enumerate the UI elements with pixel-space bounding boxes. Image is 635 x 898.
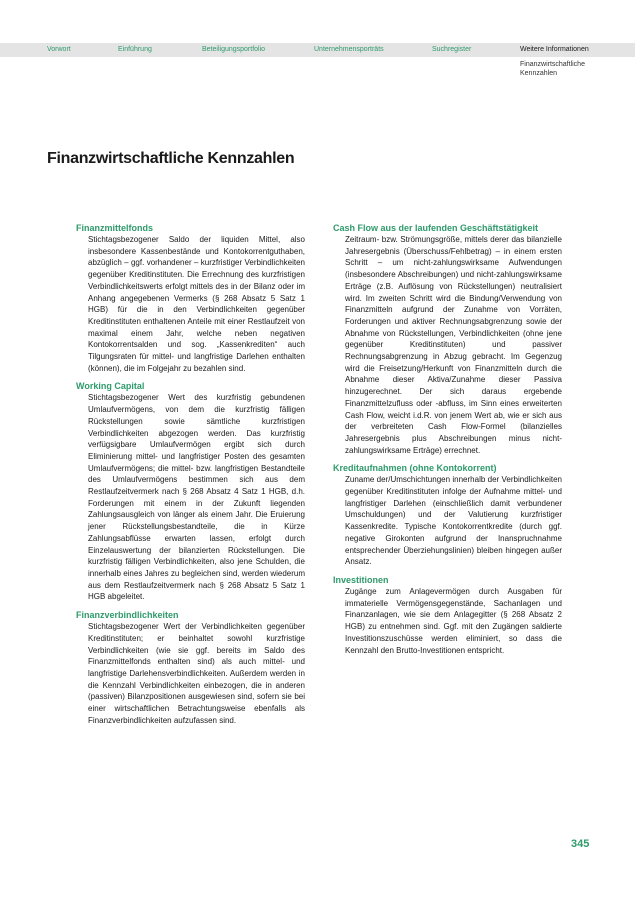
section-body: Stichtagsbezogener Wert des kurzfristig gebundenen Umlaufvermögens, von dem die kurzfristig fälligen Rückstellungen sowie sämtliche kurzfristigen Verbindlichkeiten abgezogen werden. Das kurzfristig verfügsigbare Umlaufvermögen ergibt sich durch Eliminierung mittel- und langfristiger Posten des gesamten Umlaufvermögens; die mittel- bzw. langfristigen Bestandteile des Umlaufvermögens bestimmen sich aus dem Restlaufzeitvermerk nach § 268 Absatz 4 Satz 1 HGB, d.h. Forderungen mit einem in der Zukunft liegenden Zahlungsausgleich von länger als einem Jahr. Die Eruierung jener Rückstellungsbestandteile, die in Kürze Zahlungsabflüsse erwarten lassen, erfolgt durch Einzelauswertung der bilanzierten Rückstellungen. Die kurzfristig fälligen Verbindlichkeiten, also jene Schulden, die innerhalb eines Jahres zu begleichen sind, werden wiederum aus dem Restlaufzeitvermerk nach § 268 Absatz 5 Satz 1 HGB abgeleitet. (88, 393, 305, 602)
section-heading: Kreditaufnahmen (ohne Kontokorrent) (333, 463, 497, 474)
left-column (76, 222, 305, 732)
nav-subsection-line-2: Kennzahlen (520, 70, 557, 77)
top-navigation-bar (0, 43, 635, 57)
section-body: Zuname der/Umschichtungen innerhalb der Verbindlichkeiten gegenüber Kreditinstituten infolge der Aufnahme mittel- und langfristiger Darlehen (einschließlich damit verbundener Umschuldungen) und der Valutierung kurzfristiger Kassenkredite. Typische Kontokorrentkredite (durch ggf. negative Girokonten aufgrund der Inanspruchnahme entsprechender Überziehungslinien) bleiben hingegen außer Ansatz. (345, 475, 562, 567)
nav-subsection (520, 60, 630, 78)
section-heading: Working Capital (76, 381, 145, 392)
nav-subsection-line-1: Finanzwirtschaftliche (520, 61, 585, 68)
section-body: Stichtagsbezogener Saldo der liquiden Mittel, also insbesondere Kassenbestände und Kontokorrentguthaben, abzüglich – ggf. vorhandener – kurzfristiger Verbindlichkeiten gegenüber Kreditinstituten. Die Errechnung des kurzfristigen Verbindlichkeitswerts erfolgt mittels des in der Bilanz oder im Anhang angegebenen Vermerks (§ 268 Absatz 5 Satz 1 HGB) für die in den Verbindlichkeiten gegenüber Kreditinstituten enthaltenen Anteile mit einer Restlaufzeit von maximal einem Jahr, welche neben negativen Kontokorrentsalden und sog. „Kassenkrediten“ auch Tilgungsraten für mittel- und langfristige Darlehen enthalten (können), die im Folgejahr zu bezahlen sind. (88, 235, 305, 373)
section-kreditaufnahmen (333, 462, 562, 568)
nav-item-suchregister[interactable]: Suchregister (432, 46, 472, 53)
section-cash-flow (333, 222, 562, 456)
nav-item-beteiligungsportfolio[interactable]: Beteiligungsportfolio (202, 46, 266, 53)
section-heading: Investitionen (333, 574, 389, 585)
section-finanzverbindlichkeiten (76, 609, 305, 726)
page-title: Finanzwirtschaftliche Kennzahlen (47, 150, 295, 167)
nav-item-unternehmensportraets[interactable]: Unternehmensporträts (314, 46, 384, 53)
section-heading: Cash Flow aus der laufenden Geschäftstätigkeit (333, 223, 539, 233)
section-working-capital (76, 380, 305, 603)
nav-item-vorwort[interactable]: Vorwort (47, 46, 71, 53)
nav-item-einfuehrung[interactable]: Einführung (118, 46, 152, 53)
section-body: Zeitraum- bzw. Strömungsgröße, mittels derer das bilanzielle Jahresergebnis (Überschuss/Fehlbetrag) – in einem ersten Schritt – um nicht-zahlungswirksame Aufwendungen (insbesondere Abschreibungen) und nicht-zahlungswirksame Erträge (z.B. Auflösung von Rückstellungen) neutralisiert wird. Im zweiten Schritt wird die Bindung/Verwendung von Finanzmitteln aufgrund der Zunahme von Vorräten, Forderungen und aktiver Rechnungsabgrenzung sowie der Abnahme von Rückstellungen, Verbindlichkeiten (ohne jene gegenüber Kreditinstituten) und passiver Rechnungsabgrenzung in Abzug gebracht. Im Gegenzug wird die Freisetzung/Herkunft von Finanzmitteln durch die Abnahme dieser Aktiva/Zunahme dieser Passiva hinzugerechnet. Der sich daraus ergebende Finanzmittelzufluss oder -abfluss, im Sinn eines erweiterten Cash Flow, weicht i.d.R. von jenem Wert ab, wie er sich aus der verbreiteten Cash Flow-Formel (bilanzielles Jahresergebnis plus Abschreibungen minus nicht-zahlungswirksame Erträge) errechnet. (345, 235, 562, 455)
section-investitionen (333, 574, 562, 656)
right-column (333, 222, 562, 662)
section-body: Stichtagsbezogener Wert der Verbindlichkeiten gegenüber Kreditinstituten; er beinhaltet sowohl kurzfristige Verbindlichkeiten (wie sie ggf. bereits im Saldo des Finanzmittelfonds enthalten sind) als auch mittel- und langfristige Darlehensverbindlichkeiten. Außerdem werden in die Kennzahl Verbindlichkeiten einbezogen, die in anderen (passiven) Bilanzpositionen ausgewiesen sind, sofern sie bei einer wirtschaftlichen Betrachtungsweise ebenfalls als Finanzverbindlichkeiten aufzufassen sind. (88, 622, 305, 725)
section-heading: Finanzmittelfonds (76, 223, 153, 233)
section-finanzmittelfonds (76, 222, 305, 374)
page-number: 345 (571, 838, 590, 850)
section-heading: Finanzverbindlichkeiten (76, 610, 179, 621)
nav-item-weitere-informationen[interactable]: Weitere Informationen (520, 46, 589, 53)
section-body: Zugänge zum Anlagevermögen durch Ausgaben für immaterielle Vermögensgegenstände, Sachanlagen und Finanzanlagen, wie sie dem Anlagegitter (§ 268 Absatz 2 HGB) zu entnehmen sind. Ggf. mit den Zugängen saldierte Investitionszuschüsse werden eliminiert, so dass die Kennzahl den Brutto-Investitionen entspricht. (345, 586, 562, 655)
